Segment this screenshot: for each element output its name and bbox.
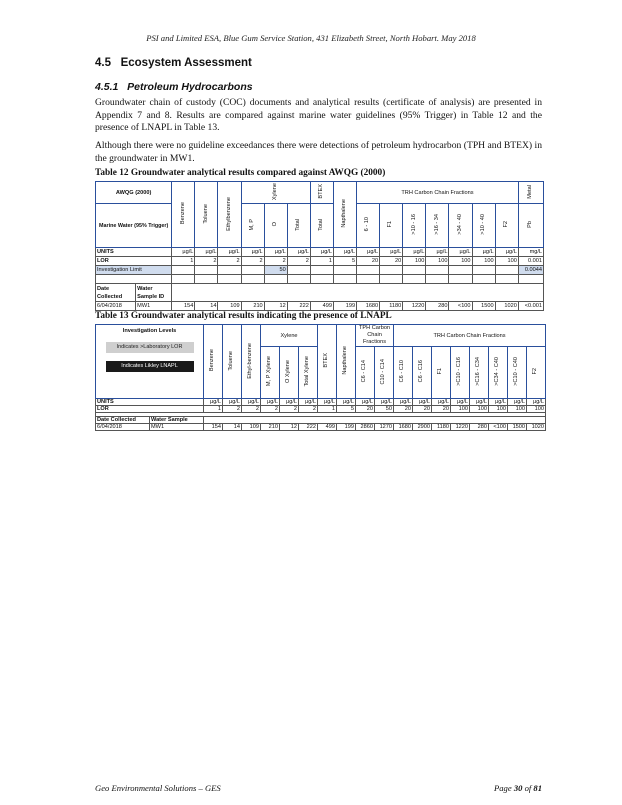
table-cell: µg/L [394, 399, 413, 406]
table-cell: 0.0044 [518, 266, 543, 275]
table12-col-header: >16 - 34 [426, 204, 449, 248]
table-cell: µg/L [508, 399, 527, 406]
table13-col-header: F2 [527, 347, 546, 399]
table12-blank-row [96, 275, 544, 284]
table-cell: 1680 [357, 302, 380, 311]
table-cell: 12 [280, 424, 299, 431]
table13-col-header: Toluene [223, 325, 242, 399]
legend-lab-swatch: Indicates >Laboratory LOR [106, 342, 194, 353]
table12-investigation-limit-row [96, 266, 544, 275]
table-cell: 20 [394, 406, 413, 413]
table-cell: 14 [195, 302, 218, 311]
paragraph-2: Although there were no guideline exceedances there were detections of petroleum hydrocarbon (TPH and BTEX) in the groundwater in MW1. [95, 140, 542, 164]
table13-col-header: >C16 - C34 [470, 347, 489, 399]
table13-col-header: C10 - C14 [375, 347, 394, 399]
footer-page-total: 81 [533, 783, 542, 793]
table13-col-header: C6 - C10 [394, 347, 413, 399]
table-cell: 2860 [356, 424, 375, 431]
table-cell: µg/L [356, 399, 375, 406]
table-cell: <100 [449, 302, 472, 311]
table13-col-header: Total Xylene [299, 347, 318, 399]
table-cell [426, 266, 449, 275]
table-cell: µg/L [261, 399, 280, 406]
table12-data-row [96, 302, 544, 311]
table-cell [333, 266, 356, 275]
table13-lor-row [96, 406, 546, 413]
table-cell: 210 [241, 302, 264, 311]
table12-col-header: >34 - 40 [449, 204, 472, 248]
table-cell: 100 [508, 406, 527, 413]
table-cell: µg/L [195, 248, 218, 257]
table-cell: 2 [223, 406, 242, 413]
table13-col-header: Benzene [204, 325, 223, 399]
table-cell: µg/L [489, 399, 508, 406]
table-cell: 50 [264, 266, 287, 275]
table13-col-header: BTEX [318, 325, 337, 399]
table12-col-header: Napthalene [333, 182, 356, 248]
footer-of: of [522, 783, 534, 793]
table13-col-header: >C10 - C40 [508, 347, 527, 399]
table-cell: 199 [337, 424, 356, 431]
table-cell: 100 [527, 406, 546, 413]
table-cell: 0.001 [518, 257, 543, 266]
table-cell: 5 [337, 406, 356, 413]
table-cell: 1220 [451, 424, 470, 431]
table-cell: µg/L [449, 248, 472, 257]
table13-corner [96, 325, 204, 399]
table-cell: 100 [495, 257, 518, 266]
table-cell: 1180 [432, 424, 451, 431]
table13-lor-label: LOR [96, 406, 204, 413]
table13-group-trh-carbon: TPH Carbon Chain Fractions [356, 325, 394, 347]
table-cell: µg/L [403, 248, 426, 257]
table-cell: 2 [280, 406, 299, 413]
table-cell: µg/L [310, 248, 333, 257]
table-cell: µg/L [242, 399, 261, 406]
table-cell: 20 [432, 406, 451, 413]
table-cell: 100 [489, 406, 508, 413]
table-cell: 1500 [508, 424, 527, 431]
table-cell: 20 [413, 406, 432, 413]
table13-group-trh: TRH Carbon Chain Fractions [394, 325, 546, 347]
table12-col-header: Benzene [172, 182, 195, 248]
table-cell: µg/L [287, 248, 310, 257]
table13-corner-title: Investigation Levels [122, 328, 177, 334]
table-cell: µg/L [280, 399, 299, 406]
table-cell: 1 [204, 406, 223, 413]
table13-col-header: C6 - C16 [413, 347, 432, 399]
table12-col-header: Total [310, 204, 333, 248]
table12-corner-bottom: Marine Water (95% Trigger) [96, 204, 172, 248]
table-cell: 20 [380, 257, 403, 266]
table-cell: 100 [470, 406, 489, 413]
table-cell [310, 266, 333, 275]
table-cell: 2 [242, 406, 261, 413]
table13-col-header: F1 [432, 347, 451, 399]
table12-caption: Table 12 Groundwater analytical results compared against AWQG (2000) [95, 168, 386, 178]
table12-col-header: Ethylbenzene [218, 182, 241, 248]
table-cell: 2 [218, 257, 241, 266]
table-cell: 20 [356, 406, 375, 413]
table13-data-row [96, 424, 546, 431]
subsection-title: Petroleum Hydrocarbons [127, 81, 253, 93]
table12-units-label: UNITS [96, 248, 172, 257]
table-cell: µg/L [495, 248, 518, 257]
table-cell: µg/L [204, 399, 223, 406]
table13-col-header: Napthalene [337, 325, 356, 399]
table-cell: 1220 [403, 302, 426, 311]
table-cell: <0.001 [518, 302, 543, 311]
table13-date-label: Date Collected [96, 417, 150, 424]
table-cell: 2 [195, 257, 218, 266]
table12-lor-row [96, 257, 544, 266]
table-cell: µg/L [241, 248, 264, 257]
table-cell: µg/L [380, 248, 403, 257]
table13-col-header: M, P Xylene [261, 347, 280, 399]
table-cell [241, 266, 264, 275]
table13-date: 6/04/2018 [96, 424, 150, 431]
section-heading [95, 57, 252, 69]
table12-col-header: F1 [380, 204, 403, 248]
table12-col-header: Total [287, 204, 310, 248]
table-cell: 199 [333, 302, 356, 311]
table12-group-metal: Metal [518, 182, 543, 204]
table-cell [195, 266, 218, 275]
table-cell: µg/L [426, 248, 449, 257]
table-cell: 100 [426, 257, 449, 266]
table-cell: 1180 [380, 302, 403, 311]
table-cell: µg/L [299, 399, 318, 406]
table13-sample-id: MW1 [150, 424, 204, 431]
table-cell: 100 [451, 406, 470, 413]
table-cell: µg/L [223, 399, 242, 406]
subsection-number: 4.5.1 [95, 81, 119, 93]
legend-lnapl-swatch: Indicates Likley LNAPL [106, 361, 194, 372]
table-cell: 1 [318, 406, 337, 413]
table-cell [357, 266, 380, 275]
table-cell [172, 266, 195, 275]
table12-col-header: O [264, 204, 287, 248]
table-cell: µg/L [432, 399, 451, 406]
table-cell [380, 266, 403, 275]
table-cell: µg/L [218, 248, 241, 257]
table12-group-xylene: Xylene [241, 182, 310, 204]
table12-group-trh: TRH Carbon Chain Fractions [357, 182, 519, 204]
footer-page-prefix: Page [494, 783, 514, 793]
table-cell: µg/L [264, 248, 287, 257]
table-cell: 280 [470, 424, 489, 431]
table13-sample-header-row [96, 417, 546, 424]
table13 [95, 324, 546, 431]
table-cell: 5 [333, 257, 356, 266]
table12-corner-top: AWQG (2000) [96, 182, 172, 204]
table-cell: 2 [261, 406, 280, 413]
table-cell: 1 [172, 257, 195, 266]
paragraph-1: Groundwater chain of custody (COC) documents and analytical results (certificate of analysis) are presented in Appendix 7 and 8. Results are compared against marine water guidelines (95% Trigger) in Table 12 and the presence of LNAPL in Table 13. [95, 97, 542, 134]
table-cell: 12 [264, 302, 287, 311]
table-cell: 499 [310, 302, 333, 311]
table12-col-header: Pb [518, 204, 543, 248]
table-cell: µg/L [357, 248, 380, 257]
table-cell: 1680 [394, 424, 413, 431]
table-cell: 1 [310, 257, 333, 266]
table-cell: mg/L [518, 248, 543, 257]
table12-date: 6/04/2018 [96, 302, 136, 311]
table12-lor-label: LOR [96, 257, 172, 266]
table-cell: 109 [242, 424, 261, 431]
section-number: 4.5 [95, 57, 111, 69]
table-cell: 154 [172, 302, 195, 311]
footer-page [494, 783, 542, 793]
table-cell: 2 [264, 257, 287, 266]
footer-page-number: 30 [513, 783, 523, 793]
table12-date-label: Date Collected [96, 284, 136, 302]
table12-col-header: M, P [241, 204, 264, 248]
table12-col-header: F2 [495, 204, 518, 248]
table12-sample-header-row [96, 284, 544, 302]
table-cell [287, 266, 310, 275]
table-cell: 210 [261, 424, 280, 431]
table-cell: 1020 [527, 424, 546, 431]
table-cell [449, 266, 472, 275]
table-cell: µg/L [451, 399, 470, 406]
table-cell: 2 [287, 257, 310, 266]
table13-col-header: Ethyl-benzene [242, 325, 261, 399]
table13-units-row [96, 399, 546, 406]
table-cell: µg/L [470, 399, 489, 406]
table-cell: 1020 [495, 302, 518, 311]
table-cell: 1270 [375, 424, 394, 431]
table12-col-header: >10 - 16 [403, 204, 426, 248]
table-cell: 280 [426, 302, 449, 311]
table-cell [403, 266, 426, 275]
table-cell: 2 [299, 406, 318, 413]
table-cell: <100 [489, 424, 508, 431]
table-cell: 100 [472, 257, 495, 266]
table-cell: 100 [449, 257, 472, 266]
table13-group-xylene: Xylene [261, 325, 318, 347]
table12-col-header: 6 - 10 [357, 204, 380, 248]
table12-group-btex: BTEX [310, 182, 333, 204]
table12-sample-id: MW1 [136, 302, 172, 311]
table12-units-row [96, 248, 544, 257]
table-cell: 2900 [413, 424, 432, 431]
table-cell [218, 266, 241, 275]
table13-col-header: C6 - C14 [356, 347, 375, 399]
table-cell: 20 [357, 257, 380, 266]
table-cell: µg/L [337, 399, 356, 406]
footer-left: Geo Environmental Solutions – GES [95, 783, 221, 793]
table-cell: µg/L [375, 399, 394, 406]
table-cell: 222 [287, 302, 310, 311]
page-header: PSI and Limited ESA, Blue Gum Service Station, 431 Elizabeth Street, North Hobart. May 2018 [146, 33, 476, 43]
table-cell: 1500 [472, 302, 495, 311]
table12-sample-label: Water Sample ID [136, 284, 172, 302]
table13-col-header: >C34 - C40 [489, 347, 508, 399]
table-cell: 154 [204, 424, 223, 431]
table-cell: µg/L [318, 399, 337, 406]
table13-col-header: O Xylene [280, 347, 299, 399]
table13-sample-label: Water Sample [150, 417, 204, 424]
table-cell: µg/L [472, 248, 495, 257]
table-cell: 50 [375, 406, 394, 413]
table-cell: 499 [318, 424, 337, 431]
table-cell: µg/L [172, 248, 195, 257]
table-cell: µg/L [333, 248, 356, 257]
table-cell: µg/L [413, 399, 432, 406]
table-cell: 222 [299, 424, 318, 431]
table12 [95, 181, 544, 311]
table-cell [495, 266, 518, 275]
table-cell: 109 [218, 302, 241, 311]
table12-il-label: Investigation Limit [96, 266, 172, 275]
subsection-heading [95, 81, 253, 93]
table13-caption: Table 13 Groundwater analytical results indicating the presence of LNAPL [95, 311, 392, 321]
table-cell [472, 266, 495, 275]
table-cell: 100 [403, 257, 426, 266]
table12-col-header: >10 - 40 [472, 204, 495, 248]
table-cell: 2 [241, 257, 264, 266]
table12-col-header: Toluene [195, 182, 218, 248]
table13-col-header: >C10 - C16 [451, 347, 470, 399]
section-title: Ecosystem Assessment [120, 57, 252, 69]
table13-units-label: UNITS [96, 399, 204, 406]
table-cell: µg/L [527, 399, 546, 406]
table-cell: 14 [223, 424, 242, 431]
